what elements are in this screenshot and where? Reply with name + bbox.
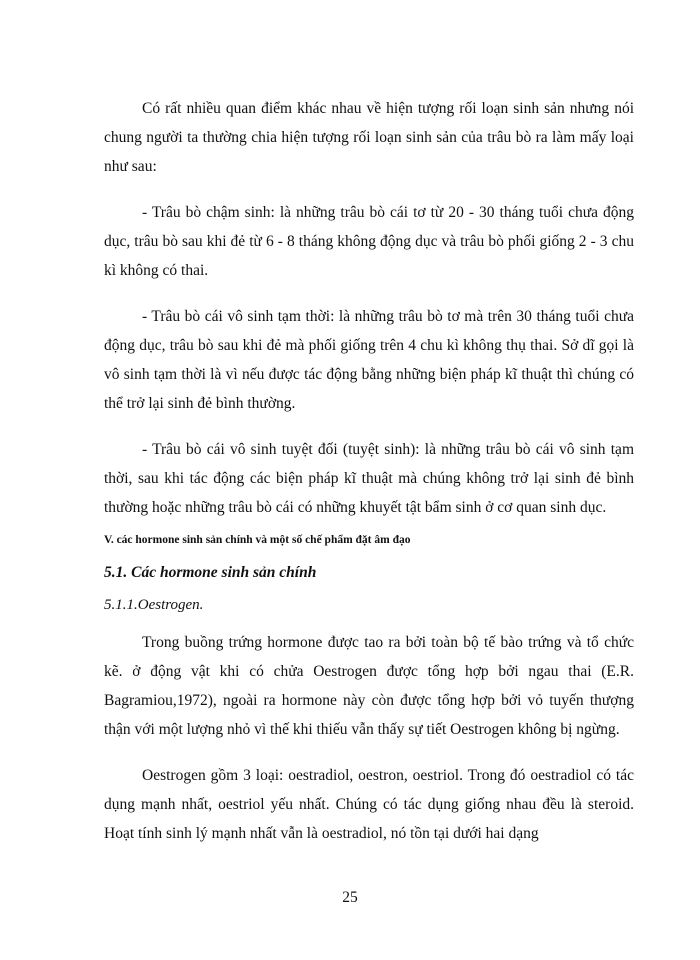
heading-section-v: V. các hormone sinh sản chính và một số chế phẩm đặt âm đạo [104,534,411,546]
paragraph-slow-reproduction: - Trâu bò chậm sinh: là những trâu bò cái tơ từ 20 - 30 tháng tuổi chưa động dục, trâu bò sau khi đẻ từ 6 - 8 tháng không động dục và trâu bò phối giống 2 - 3 chu kì không có thai. [104,204,634,279]
paragraph-intro: Có rất nhiều quan điểm khác nhau về hiện tượng rối loạn sinh sản nhưng nói chung người ta thường chia hiện tượng rối loạn sinh sản của trâu bò ra làm mấy loại như sau: [104,100,634,175]
page-body [104,94,634,848]
paragraph-oestrogen-source: Trong buồng trứng hormone được tao ra bởi toàn bộ tế bào trứng và tổ chức kẽ. ở động vật khi có chửa Oestrogen được tổng hợp bởi ngau thai (E.R. Bagramiou,1972), ngoài ra hormone này còn được tổng hợp bởi vỏ tuyến thượng thận với một lượng nhỏ vì thế khi thiếu vẫn thấy sự tiết Oestrogen không bị ngừng. [104,634,634,738]
heading-section-5-1: 5.1. Các hormone sinh sản chính [104,564,317,581]
heading-section-5-1-1: 5.1.1.Oestrogen. [104,597,204,613]
paragraph-absolute-infertility: - Trâu bò cái vô sinh tuyệt đối (tuyệt sinh): là những trâu bò cái vô sinh tạm thời, sau khi tác động các biện pháp kĩ thuật mà chúng không trở lại sinh đẻ bình thường hoặc những trâu bò cái có những khuyết tật bẩm sinh ở cơ quan sinh dục. [104,441,634,516]
paragraph-temporary-infertility: - Trâu bò cái vô sinh tạm thời: là những trâu bò tơ mà trên 30 tháng tuổi chưa động dục, trâu bò sau khi đẻ mà phối giống trên 4 chu kì không thụ thai. Sở dĩ gọi là vô sinh tạm thời là vì nếu được tác động bằng những biện pháp kĩ thuật thì chúng có thể trở lại sinh đẻ bình thường. [104,308,634,412]
page-number: 25 [342,889,358,906]
paragraph-oestrogen-types: Oestrogen gồm 3 loại: oestradiol, oestron, oestriol. Trong đó oestradiol có tác dụng mạnh nhất, oestriol yếu nhất. Chúng có tác dụng giống nhau đều là steroid. Hoạt tính sinh lý mạnh nhất vẫn là oestradiol, nó tồn tại dưới hai dạng [104,767,634,842]
